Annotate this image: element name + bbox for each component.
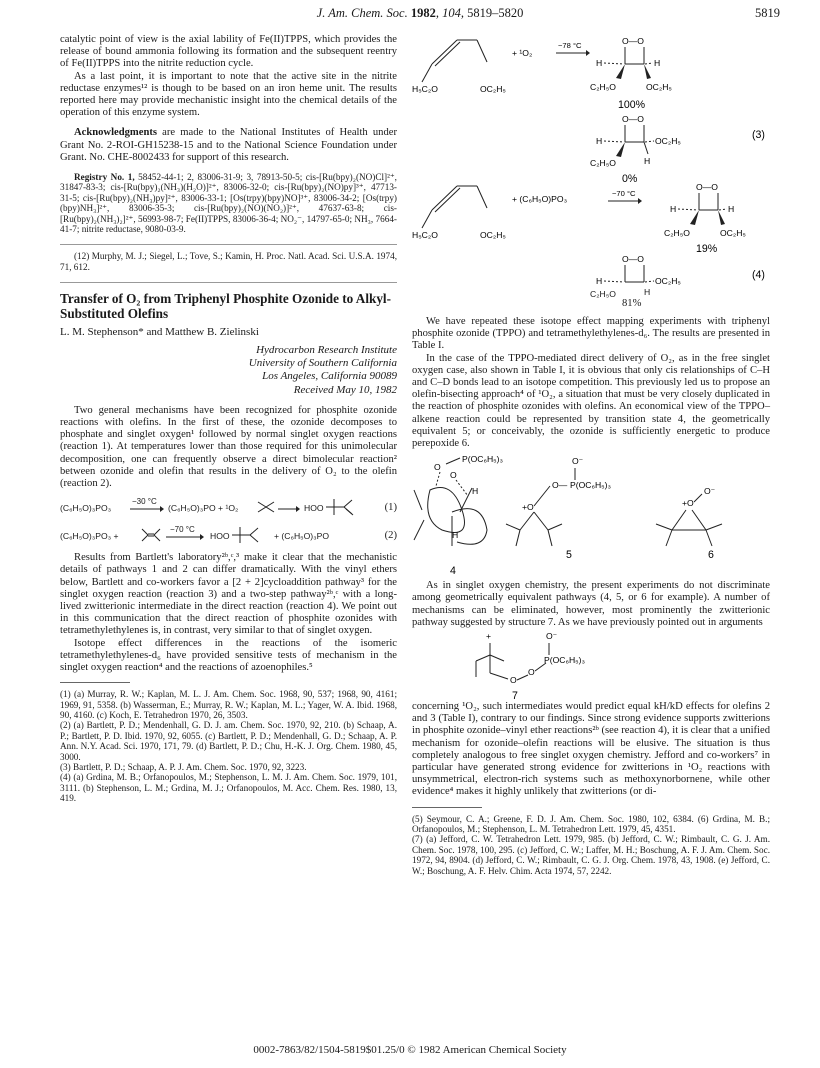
structures-4-5-6	[412, 450, 770, 580]
paragraph: Two general mechanisms have been recognized for phosphite ozonide reactions with olefins. In the first of these, the ozonide decomposes to phosphate and singlet oxygen¹ followed by normal singlet oxygen reactions (reaction 1). At temperatures lower than those required for this unimolecular decomposition, one can frequently observe a direct bimolecular reaction² between ozonide and olefin that results in the delivery of O₂ to the olefin (reaction 2).	[60, 404, 397, 489]
journal-citation: J. Am. Chem. Soc. 1982, 104, 5819–5820	[316, 6, 524, 20]
paragraph: As in singlet oxygen chemistry, the present experiments do not discriminate among geometrically equivalent pathways (4, 5, or 6 for example). A number of mechanisms can be eliminated, however, most prominently the zwitterionic pathway suggested by structure 7. As we have previously pointed out in arguments	[412, 580, 770, 628]
rxn2-byproduct: + (C₆H₅O)₃PO	[274, 531, 330, 542]
struct-number-6: 6	[708, 549, 714, 562]
scheme4-right-group: OC₂H₅	[480, 230, 506, 240]
affiliation-line: Los Angeles, California 90089	[262, 370, 397, 383]
reaction-number: (4)	[752, 269, 765, 281]
svg-text:O—O: O—O	[696, 184, 718, 192]
svg-text:H: H	[596, 136, 603, 146]
reaction-scheme-4	[412, 184, 770, 294]
struct6-o-plus: +O	[682, 498, 694, 509]
received-date: Received May 10, 1982	[293, 384, 397, 397]
rxn2-reactant: (C₆H₅O)₃PO₃ +	[60, 531, 119, 542]
rxn1-products: (C₆H₅O)₃PO + ¹O₂	[168, 503, 239, 514]
rxn2-condition: −70 °C	[170, 525, 195, 535]
svg-text:+: +	[486, 631, 492, 642]
scheme3-condition: −78 °C	[558, 41, 582, 50]
acknowledgments	[60, 127, 397, 164]
page-number: 5819	[755, 6, 780, 20]
structure-7	[412, 629, 770, 701]
right-column	[412, 34, 770, 876]
svg-text:O: O	[528, 667, 535, 678]
scheme4-eto: C₂H₅O	[664, 228, 690, 238]
rxn1-reactant: (C₆H₅O)₃PO₃	[60, 503, 112, 514]
rxn2-hydroperoxide: HOO	[210, 531, 230, 542]
paragraph: As a last point, it is important to note that the active site in the nitrite reductase enzymes¹² is though to be based on an iron heme unit. The results reported here may provide mechanistic insight into the chemical details of the operation of this enzyme system.	[60, 70, 397, 119]
struct6-o-minus: O⁻	[704, 486, 716, 497]
scheme4-condition: −70 °C	[612, 189, 636, 198]
affiliation-line: University of Southern California	[248, 357, 397, 370]
scheme3-oet: OC₂H₅	[646, 82, 672, 92]
journal-volume: 104	[442, 6, 461, 20]
footnote: (4) (a) Grdina, M. B.; Orfanopoulos, M.; Stephenson, L. M. J. Am. Chem. Soc. 1979, 101, 3111. (b) Stephenson, L. M.; Grdina, M. J.; Orfanopoulos, M. Acc. Chem. Res. 1980, 13, 419.	[60, 772, 397, 804]
olefin-icon	[256, 498, 276, 516]
olefin-icon	[140, 526, 162, 544]
article-authors: L. M. Stephenson* and Matthew B. Zielinski	[60, 326, 259, 339]
arrow-icon	[586, 50, 590, 56]
svg-text:O: O	[510, 675, 517, 686]
reaction-number: (2)	[384, 530, 397, 542]
scheme4-oet-b: OC₂H₅	[655, 276, 681, 286]
scheme3-reagent: + ¹O₂	[512, 48, 533, 58]
struct4-p-label: P(OC₆H₅)₃	[462, 454, 503, 465]
svg-text:H: H	[596, 58, 603, 68]
scheme3-yield-a: 100%	[618, 99, 646, 111]
svg-text:H: H	[728, 204, 735, 214]
struct5-p-label: P(OC₆H₅)₃	[570, 480, 611, 491]
scheme3-yield-b: 0%	[622, 173, 638, 184]
journal-pages: 5819–5820	[467, 6, 524, 20]
svg-text:O—O: O—O	[622, 254, 644, 264]
arrow-icon	[278, 506, 300, 512]
arrow-icon	[166, 534, 204, 540]
registry-label: Registry No. 1,	[74, 172, 135, 183]
paragraph: concerning ¹O₂, such intermediates would predict equal kH/kD effects for olefins 2 and 3 (Table I), contrary to our findings. Since strong evidence supports zwitterions in phosphite ozonide–vinyl ether reactions²ᵇ (see reaction 4), it is clear that a unified mechanism for ozonide–olefin reactions will be elusive. The situation is thus completely analogous to free singlet oxygen chemistry. Jefford and co-workers⁷ in particular have generated strong evidence for zwitterions in ¹O₂ reactions with unsymmetrical, electron-rich systems such as methoxynorbornene, while other evidence⁴ makes it highly unlikely that zwitterions (or di-	[412, 701, 770, 798]
rxn1-condition: −30 °C	[132, 497, 157, 507]
scheme4-oet: OC₂H₅	[720, 228, 746, 238]
scheme4-reagent: + (C₆H₅O)PO₃	[512, 194, 568, 204]
page-footer: 0002-7863/82/1504-5819$01.25/0 © 1982 American Chemical Society	[253, 1044, 567, 1056]
scheme4-left-group: H₅C₂O	[412, 230, 438, 240]
struct-number-5: 5	[566, 549, 572, 562]
footnote: (1) (a) Murray, R. W.; Kaplan, M. L. J. Am. Chem. Soc. 1968, 90, 537; 1968, 90, 4161; 1969, 91, 5358. (b) Wasserman, E.; Murray, R. W.; Kaplan, M. L.; Yager, W. A. Ibid. 1968, 90, 4160. (c) Koch, E. Tetrahedron 1970, 26, 3503.	[60, 689, 397, 720]
struct5-o-minus: O⁻	[572, 456, 584, 467]
paragraph: We have repeated these isotope effect mapping experiments with triphenyl phosphite ozonide (TPPO) and tetramethylethylenes-d₆. The results are presented in Table I.	[412, 316, 770, 352]
reaction-2	[60, 524, 397, 548]
svg-text:H: H	[452, 530, 459, 541]
affiliation-line: Hydrocarbon Research Institute	[256, 344, 397, 357]
footnote: (7) (a) Jefford, C. W. Tetrahedron Lett. 1979, 985. (b) Jefford, C. W.; Rimbault, C. G. J. Am. Chem. Soc. 1978, 100, 295. (c) Jefford, C. W.; Laffer, M. H.; Boschung, A. F. J. Am. Chem. Soc. 1972, 94, 8904. (d) Jefford, C. W.; Rimbault, C. G. J. Org. Chem. 1978, 43, 1908. (e) Jefford, C. W.; Boschung, A. F. Helv. Chim. Acta 1974, 57, 2242.	[412, 834, 770, 876]
paragraph: In the case of the TPPO-mediated direct delivery of O₂, as in the free singlet oxygen case, also shown in Table I, it is obvious that only cis relationships of C–H and C–D bonds lead to an isotope competition. This previously led us to propose an olefin-bisecting approach⁴ of ¹O₂, a situation that must be very closely duplicated in the reaction of phosphite ozonides with olefins. An economical view of the TPPO–alkene reaction could be represented by transition state 4, the geometrically equivalent 5; or conceivably, the ozonide is sufficiently energetic to produce perepoxide 6.	[412, 352, 770, 450]
scheme3-h: H	[644, 156, 651, 166]
struct-number-7: 7	[512, 690, 518, 702]
scheme4-h: H	[644, 287, 651, 297]
registry-text: 58452-44-1; 2, 83006-31-9; 3, 78913-50-5; cis-[Ru(bpy)₂(NO)Cl]²⁺, 31847-83-3; cis-[Ru(bpy)₂(NH₃)(H₂O)]²⁺, 83006-32-0; cis-[Ru(bpy)₂(NO)py]³⁺, 47713-31-5; cis-[Ru(bpy)₂(NH₃)py]²⁺, 83006-33-1; [Os(trpy)(bpy)NO]³⁺, 83006-34-2; [Os(trpy)(bpy)NH₃]²⁺, 83006-35-3; cis-[Ru(bpy)₂(NO)(NO₂)]²⁺, 47637-63-8; cis-[Ru(bpy)₂(NH₃)₂]²⁺, 56993-98-7; Fe(II)TPPS, 83006-36-4; NO₂⁻, 14797-65-0; NH₃, 7664-41-7; nitrite reductase, 9080-03-9.	[60, 172, 397, 235]
scheme3-eto: C₂H₅O	[590, 82, 616, 92]
scheme4-lower	[412, 287, 770, 310]
svg-text:H: H	[654, 58, 661, 68]
svg-text:O—O: O—O	[622, 114, 644, 124]
struct5-o-plus: +O	[522, 502, 534, 513]
arrow-icon	[638, 198, 642, 204]
hydroperoxide-icon	[326, 496, 360, 518]
left-column	[60, 34, 397, 804]
svg-text:H: H	[472, 486, 479, 497]
article-title: Transfer of O₂ from Triphenyl Phosphite Ozonide to Alkyl-Substituted Olefins	[60, 291, 391, 322]
svg-text:O: O	[450, 470, 457, 481]
scheme4-yield-b: 81%	[622, 298, 642, 309]
struct7-p-label: P(OC₆H₅)₃	[544, 655, 585, 666]
registry-numbers	[60, 172, 397, 234]
paragraph: catalytic point of view is the axial lability of Fe(II)TPPS, which provides the release of bound ammonia following its formation and the subsequent reentry of Fe(II)TPPS into the nitrite reduction cycle.	[60, 34, 397, 70]
scheme4-eto-b: C₂H₅O	[590, 289, 616, 299]
svg-text:H: H	[670, 204, 677, 214]
svg-text:O—: O—	[552, 480, 568, 491]
journal-year: 1982	[410, 6, 436, 20]
struct7-o-minus: O⁻	[546, 631, 558, 642]
ack-label: Acknowledgments	[74, 127, 157, 139]
scheme3-left-group: H₅C₂O	[412, 84, 438, 94]
reaction-number: (1)	[384, 502, 397, 514]
reaction-number: (3)	[752, 129, 765, 141]
footnote: (5) Seymour, C. A.; Greene, F. D. J. Am. Chem. Soc. 1980, 102, 6384. (6) Grdina, M. B.; Orfanopoulos, M.; Stephenson, L. M. Tetrahedron Lett. 1979, 45, 4351.	[412, 813, 770, 835]
scheme4-yield-a: 19%	[696, 243, 718, 255]
reaction-1	[60, 496, 397, 520]
arrow-icon	[130, 506, 164, 512]
footnote: (3) Bartlett, P. D.; Schaap, A. P. J. Am. Chem. Soc. 1970, 92, 3223.	[60, 761, 307, 772]
ack-text: are made to the National Institutes of Health under Grant No. 2-ROI-GH15238-15 and to the National Science Foundation under Grant. No. CHE-8002433 for support of this research.	[60, 127, 397, 163]
struct-number-4: 4	[450, 565, 456, 578]
running-header	[60, 6, 780, 24]
journal-name: J. Am. Chem. Soc.	[316, 6, 408, 20]
rxn1-hydroperoxide: HOO	[304, 503, 324, 514]
reaction-scheme-3	[412, 34, 770, 184]
scheme3-eto-b: C₂H₅O	[590, 158, 616, 168]
scheme3-oet-b: OC₂H₅	[655, 136, 681, 146]
scheme3-right-group: OC₂H₅	[480, 84, 506, 94]
svg-text:H: H	[596, 276, 603, 286]
footnote: (2) (a) Bartlett, P. D.; Mendenhall, G. D. J. am. Chem. Soc. 1970, 92, 210. (b) Schaap, A. P.; Bartlett, P. D. Ibid. 1970, 92, 6055. (c) Bartlett, P. D.; Mendenhall, G. D.; Schaap, A. P. Ann. N.Y. Acad. Sci. 1970, 171, 79. (d) Bartlett, P. D.; Chu, H.-K. J. Org. Chem. 1980, 45, 3000.	[60, 720, 397, 762]
svg-text:O—O: O—O	[622, 36, 644, 46]
svg-text:O: O	[434, 462, 441, 473]
paragraph: Results from Bartlett's laboratory²ᵇ,ᶜ,³ make it clear that the mechanistic details of pathways 1 and 2 can differ dramatically. With the vinyl ethers below, Bartlett and co-workers favor a [2 + 2]cycloaddition pathway³ for the singlet oxygen reaction (reaction 3) and a two-step pathway²ᵇ,ᶜ with a long-lived zwitterionic intermediate in the direct reaction (reaction 4). We point out in this communication that the direct reaction of phosphite ozonides with tetramethylethylenes is, in contrast, very similar to that of singlet oxygen.	[60, 552, 397, 637]
hydroperoxide-icon	[232, 524, 266, 546]
footnote-12: (12) Murphy, M. J.; Siegel, L.; Tove, S.; Kamin, H. Proc. Natl. Acad. Sci. U.S.A. 1974, 71, 612.	[60, 251, 397, 272]
paragraph: Isotope effect differences in the reactions of the isomeric tetramethylethylenes-d₆ have provided sensitive tests of mechanism in the singlet oxygen reaction⁴ and the reactions of azoenophiles.⁵	[60, 637, 397, 673]
